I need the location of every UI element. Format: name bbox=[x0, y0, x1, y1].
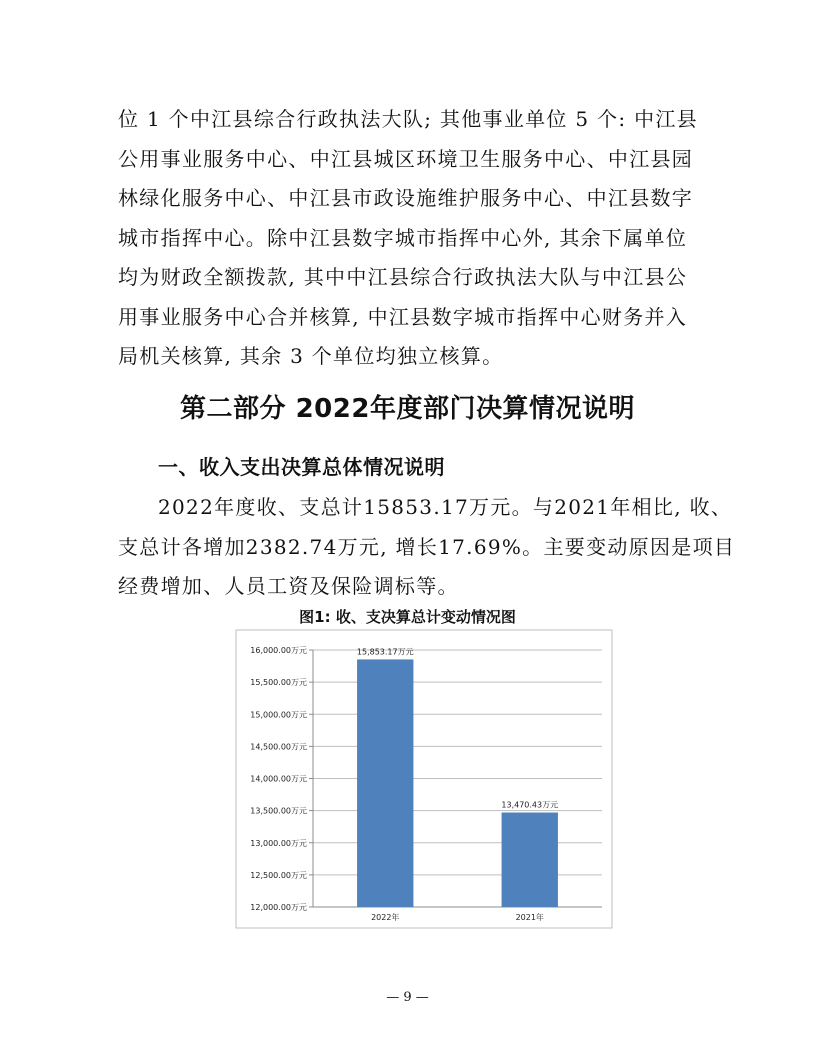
y-tick-label: 13,500.00万元 bbox=[250, 806, 307, 816]
y-tick-label: 12,500.00万元 bbox=[250, 870, 307, 880]
paragraph-line: 支总计各增加2382.74万元, 增长17.69%。主要变动原因是项目 bbox=[118, 534, 736, 559]
paragraph-line: 2022年度收、支总计15853.17万元。与2021年相比, 收、 bbox=[158, 495, 733, 519]
y-tick-label: 16,000.00万元 bbox=[250, 646, 307, 655]
y-tick-label: 14,500.00万元 bbox=[250, 742, 307, 752]
y-tick-label: 13,000.00万元 bbox=[250, 838, 307, 848]
chart-title: 图1: 收、支决算总计变动情况图 bbox=[299, 608, 516, 626]
paragraph-line: 用事业服务中心合并核算, 中江县数字城市指挥中心财务并入 bbox=[118, 304, 688, 329]
paragraph-line: 公用事业服务中心、中江县城区环境卫生服务中心、中江县园 bbox=[118, 146, 694, 171]
data-label: 13,470.43万元 bbox=[501, 800, 559, 810]
part-heading: 第二部分 2022年度部门决算情况说明 bbox=[180, 394, 635, 424]
paragraph-line: 林绿化服务中心、中江县市政设施维护服务中心、中江县数字 bbox=[118, 186, 694, 210]
x-tick-label: 2022年 bbox=[371, 913, 400, 922]
bar bbox=[502, 813, 558, 907]
y-tick-label: 14,000.00万元 bbox=[250, 774, 307, 784]
page-number: — 9 — bbox=[386, 990, 429, 1005]
bar bbox=[357, 659, 413, 907]
y-tick-label: 12,000.00万元 bbox=[250, 903, 307, 912]
section-heading: 一、收入支出决算总体情况说明 bbox=[158, 455, 445, 479]
paragraph-line: 位 1 个中江县综合行政执法大队; 其他事业单位 5 个: 中江县 bbox=[118, 107, 698, 131]
paragraph-line: 经费增加、人员工资及保险调标等。 bbox=[118, 574, 459, 598]
x-tick-label: 2021年 bbox=[515, 913, 544, 922]
paragraph-line: 局机关核算, 其余 3 个单位均独立核算。 bbox=[118, 344, 504, 368]
y-tick-label: 15,500.00万元 bbox=[250, 678, 307, 688]
paragraph-line: 城市指挥中心。除中江县数字城市指挥中心外, 其余下属单位 bbox=[118, 225, 688, 250]
data-label: 15,853.17万元 bbox=[356, 647, 414, 657]
paragraph-line: 均为财政全额拨款, 其中中江县综合行政执法大队与中江县公 bbox=[118, 265, 688, 289]
y-tick-label: 15,000.00万元 bbox=[250, 710, 307, 720]
